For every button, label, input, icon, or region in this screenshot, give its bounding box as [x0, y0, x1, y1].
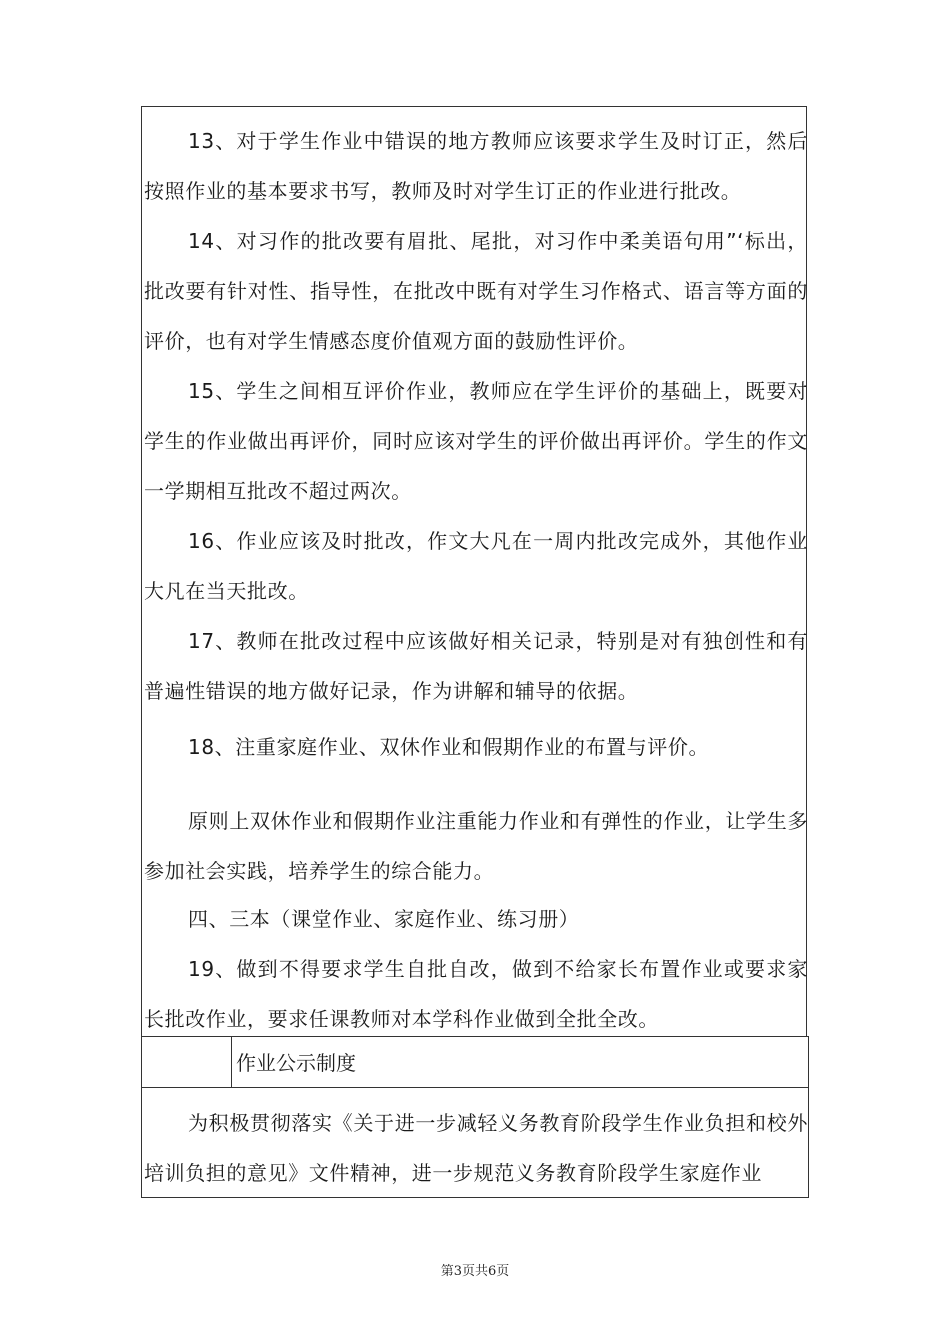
section-header-title: 作业公示制度: [236, 1051, 356, 1075]
paragraph-19: 19、做到不得要求学生自批自改，做到不给家长布置作业或要求家长批改作业，要求任课教师对本学科作业做到全批全改。: [144, 957, 808, 1031]
paragraph-17: 17、教师在批改过程中应该做好相关记录，特别是对有独创性和有普遍性错误的地方做好记录，作为讲解和辅导的依据。: [144, 629, 808, 703]
section-header-row: [141, 1036, 809, 1088]
paragraph-18: 18、注重家庭作业、双休作业和假期作业的布置与评价。: [188, 735, 710, 759]
paragraph-principle: 原则上双休作业和假期作业注重能力作业和有弹性的作业，让学生多参加社会实践，培养学生的综合能力。: [144, 809, 808, 883]
section-intro-paragraph: 为积极贯彻落实《关于进一步减轻义务教育阶段学生作业负担和校外培训负担的意见》文件精神，进一步规范义务教育阶段学生家庭作业: [144, 1111, 808, 1185]
paragraph-14: 14、对习作的批改要有眉批、尾批，对习作中柔美语句用”‘标出，批改要有针对性、指导性，在批改中既有对学生习作格式、语言等方面的评价，也有对学生情感态度价值观方面的鼓励性评价。: [144, 229, 808, 353]
paragraph-15: 15、学生之间相互评价作业，教师应在学生评价的基础上，既要对学生的作业做出再评价，同时应该对学生的评价做出再评价。学生的作文一学期相互批改不超过两次。: [144, 379, 808, 503]
paragraph-16: 16、作业应该及时批改，作文大凡在一周内批改完成外，其他作业大凡在当天批改。: [144, 529, 808, 603]
header-divider: [231, 1037, 232, 1087]
section-four-heading: 四、三本（课堂作业、家庭作业、练习册）: [188, 907, 580, 931]
paragraph-13: 13、对于学生作业中错误的地方教师应该要求学生及时订正，然后按照作业的基本要求书写，教师及时对学生订正的作业进行批改。: [144, 129, 808, 203]
page-footer: 第3页共6页: [440, 1264, 510, 1279]
